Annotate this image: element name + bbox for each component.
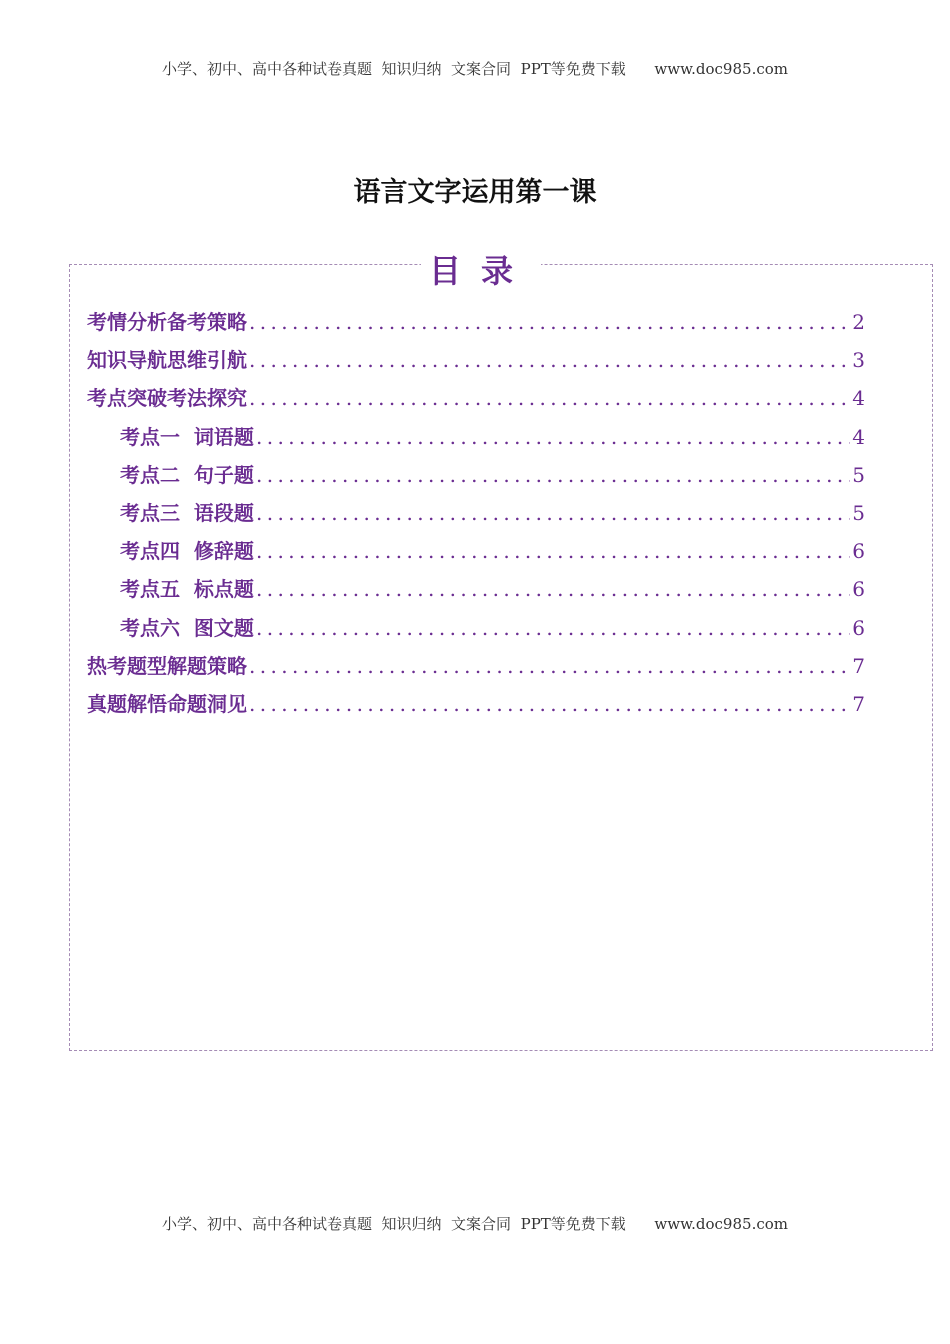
toc-dot-leader [249,650,850,682]
toc-entry-label: 考点五 标点题 [120,577,254,602]
toc-entry-label: 考情分析备考策略 [87,310,247,334]
toc-page-number: 7 [852,691,865,716]
toc-page-number: 2 [852,310,865,334]
toc-dot-leader [249,688,850,720]
toc-list [87,306,865,726]
toc-dot-leader [256,421,850,453]
toc-entry[interactable] [87,344,865,382]
toc-entry[interactable] [87,688,865,726]
toc-entry[interactable] [87,306,865,344]
toc-entry[interactable] [87,650,865,688]
toc-subentry[interactable] [87,535,865,573]
header-banner: 小学、初中、高中各种试卷真题 知识归纳 文案合同 PPT等免费下载 www.doc985.com [161,60,788,78]
toc-heading: 目录 [421,246,541,292]
toc-entry-label: 考点四 修辞题 [120,539,254,564]
toc-dot-leader [256,612,850,644]
toc-subentry[interactable] [87,612,865,650]
toc-dot-leader [249,306,850,338]
toc-entry-label: 考点三 语段题 [120,500,254,525]
toc-dot-leader [249,382,850,414]
toc-dot-leader [249,344,850,376]
toc-subentry[interactable] [87,573,865,611]
toc-subentry[interactable] [87,459,865,497]
toc-entry-label: 考点一 词语题 [120,424,254,449]
toc-dot-leader [256,459,850,491]
toc-page-number: 4 [852,424,865,449]
document-title: 语言文字运用第一课 [353,177,597,208]
toc-dot-leader [256,535,850,567]
toc-entry-label: 考点六 图文题 [120,615,254,640]
toc-page-number: 6 [852,539,865,564]
toc-subentry[interactable] [87,497,865,535]
toc-subentry[interactable] [87,421,865,459]
toc-page-number: 3 [852,348,865,373]
toc-entry-label: 知识导航思维引航 [87,348,247,373]
toc-page-number: 7 [852,653,865,678]
toc-entry-label: 真题解悟命题洞见 [87,691,247,716]
toc-entry-label: 热考题型解题策略 [87,653,247,678]
toc-entry-label: 考点二 句子题 [120,462,254,487]
toc-dot-leader [256,497,850,529]
toc-page-number: 6 [852,615,865,640]
toc-entry-label: 考点突破考法探究 [87,386,247,411]
toc-dot-leader [256,573,850,605]
toc-page-number: 4 [852,386,865,411]
toc-page-number: 5 [852,500,865,525]
toc-page-number: 5 [852,462,865,487]
footer-banner: 小学、初中、高中各种试卷真题 知识归纳 文案合同 PPT等免费下载 www.doc985.com [161,1215,788,1233]
toc-page-number: 6 [852,577,865,602]
toc-entry[interactable] [87,382,865,420]
